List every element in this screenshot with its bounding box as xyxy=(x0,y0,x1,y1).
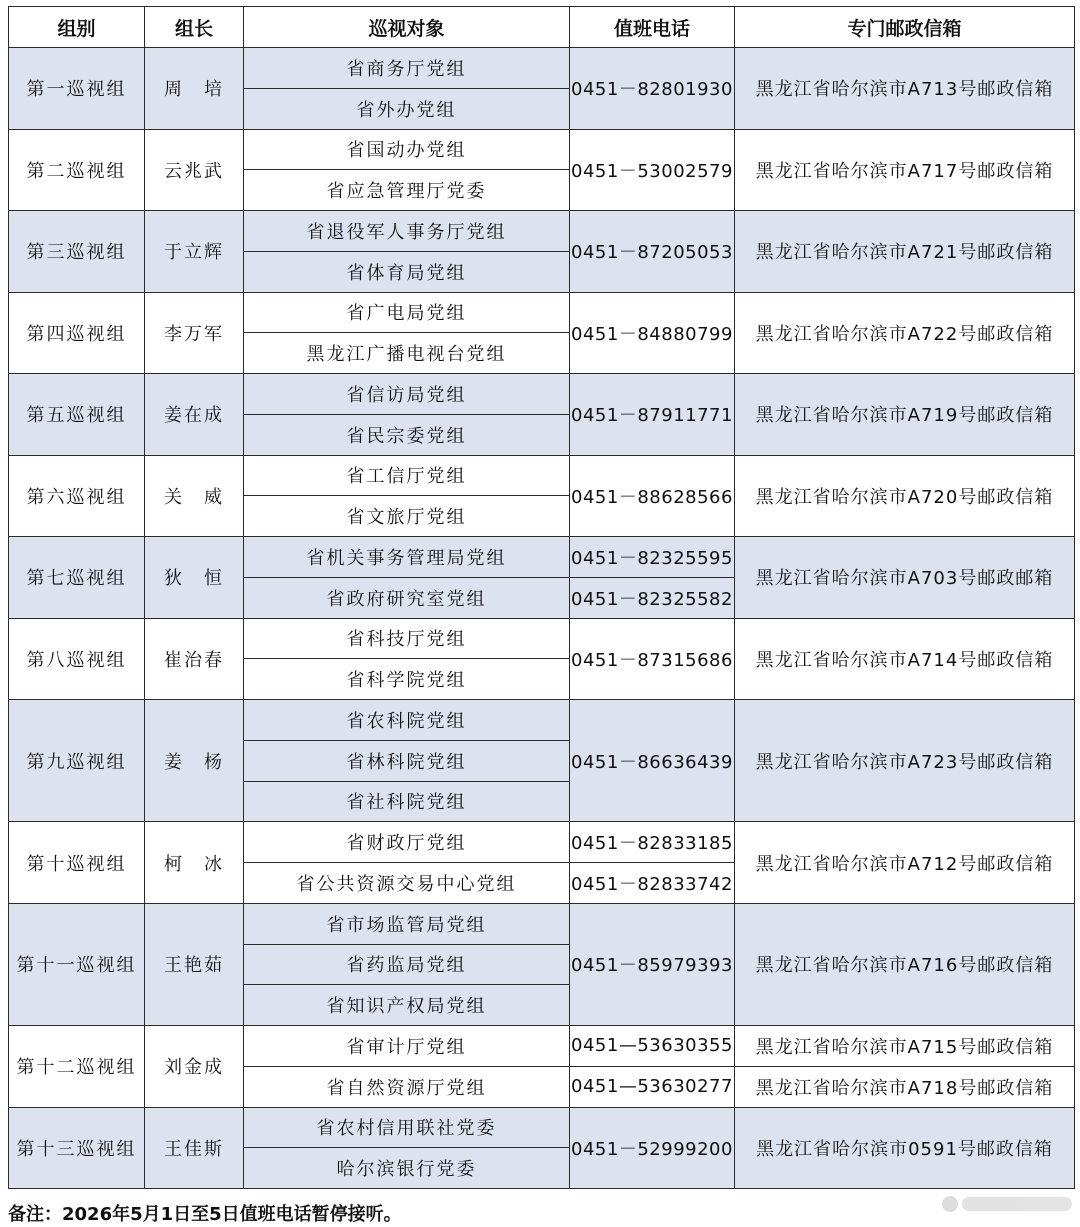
leader-cell: 周 培 xyxy=(145,48,244,130)
mailbox-cell: 黑龙江省哈尔滨市A703号邮政邮箱 xyxy=(735,537,1075,619)
watermark-bar xyxy=(962,1197,1072,1211)
leader-cell: 李万军 xyxy=(145,292,244,374)
target-cell: 省外办党组 xyxy=(244,88,570,129)
phone-cell: 0451－85979393 xyxy=(570,903,735,1025)
target-cell: 省市场监管局党组 xyxy=(244,903,570,944)
phone-cell: 0451－87315686 xyxy=(570,618,735,700)
mailbox-cell: 黑龙江省哈尔滨市A723号邮政信箱 xyxy=(735,700,1075,822)
phone-cell: 0451－82325595 xyxy=(570,537,735,578)
phone-cell: 0451－87911771 xyxy=(570,374,735,456)
phone-cell: 0451－82833185 xyxy=(570,822,735,863)
group-name-cell: 第十三巡视组 xyxy=(9,1107,145,1189)
group-name-cell: 第四巡视组 xyxy=(9,292,145,374)
table-row xyxy=(9,1107,1075,1148)
phone-cell: 0451－84880799 xyxy=(570,292,735,374)
target-cell: 省商务厅党组 xyxy=(244,48,570,89)
target-cell: 省财政厅党组 xyxy=(244,822,570,863)
table-body xyxy=(9,48,1075,1189)
mailbox-cell: 黑龙江省哈尔滨市A714号邮政信箱 xyxy=(735,618,1075,700)
target-cell: 省广电局党组 xyxy=(244,292,570,333)
table-row xyxy=(9,48,1075,89)
target-cell: 省应急管理厅党委 xyxy=(244,170,570,211)
leader-cell: 云兆武 xyxy=(145,129,244,211)
mailbox-cell: 黑龙江省哈尔滨市A718号邮政信箱 xyxy=(735,1066,1075,1107)
target-cell: 省知识产权局党组 xyxy=(244,985,570,1026)
leader-cell: 关 威 xyxy=(145,455,244,537)
target-cell: 省信访局党组 xyxy=(244,374,570,415)
mailbox-cell: 黑龙江省哈尔滨市0591号邮政信箱 xyxy=(735,1107,1075,1189)
header-group: 组别 xyxy=(9,7,145,48)
leader-cell: 狄 恒 xyxy=(145,537,244,619)
target-cell: 省科技厅党组 xyxy=(244,618,570,659)
table-row xyxy=(9,618,1075,659)
group-name-cell: 第九巡视组 xyxy=(9,700,145,822)
inspection-table xyxy=(8,6,1075,1189)
target-cell: 省体育局党组 xyxy=(244,251,570,292)
watermark xyxy=(942,1196,1072,1212)
target-cell: 省公共资源交易中心党组 xyxy=(244,863,570,904)
table-row xyxy=(9,822,1075,863)
leader-cell: 王艳茹 xyxy=(145,903,244,1025)
table-row xyxy=(9,700,1075,741)
table-row xyxy=(9,211,1075,252)
phone-cell: 0451－53002579 xyxy=(570,129,735,211)
mailbox-cell: 黑龙江省哈尔滨市A720号邮政信箱 xyxy=(735,455,1075,537)
target-cell: 省文旅厅党组 xyxy=(244,496,570,537)
phone-cell: 0451－86636439 xyxy=(570,700,735,822)
target-cell: 省退役军人事务厅党组 xyxy=(244,211,570,252)
target-cell: 省机关事务管理局党组 xyxy=(244,537,570,578)
table-row xyxy=(9,903,1075,944)
header-mailbox: 专门邮政信箱 xyxy=(735,7,1075,48)
group-name-cell: 第六巡视组 xyxy=(9,455,145,537)
mailbox-cell: 黑龙江省哈尔滨市A715号邮政信箱 xyxy=(735,1026,1075,1067)
table-row xyxy=(9,537,1075,578)
group-name-cell: 第二巡视组 xyxy=(9,129,145,211)
mailbox-cell: 黑龙江省哈尔滨市A716号邮政信箱 xyxy=(735,903,1075,1025)
target-cell: 省药监局党组 xyxy=(244,944,570,985)
target-cell: 黑龙江广播电视台党组 xyxy=(244,333,570,374)
phone-cell: 0451－82801930 xyxy=(570,48,735,130)
group-name-cell: 第十二巡视组 xyxy=(9,1026,145,1108)
footnote: 备注：2026年5月1日至5日值班电话暂停接听。 xyxy=(8,1204,402,1225)
mailbox-cell: 黑龙江省哈尔滨市A712号邮政信箱 xyxy=(735,822,1075,904)
leader-cell: 姜 杨 xyxy=(145,700,244,822)
target-cell: 省科学院党组 xyxy=(244,659,570,700)
group-name-cell: 第一巡视组 xyxy=(9,48,145,130)
target-cell: 省民宗委党组 xyxy=(244,414,570,455)
target-cell: 省国动办党组 xyxy=(244,129,570,170)
target-cell: 省审计厅党组 xyxy=(244,1026,570,1067)
leader-cell: 刘金成 xyxy=(145,1026,244,1108)
target-cell: 哈尔滨银行党委 xyxy=(244,1148,570,1189)
header-phone: 值班电话 xyxy=(570,7,735,48)
mailbox-cell: 黑龙江省哈尔滨市A719号邮政信箱 xyxy=(735,374,1075,456)
phone-cell: 0451—53630355 xyxy=(570,1026,735,1067)
target-cell: 省自然资源厅党组 xyxy=(244,1066,570,1107)
watermark-icon xyxy=(942,1196,958,1212)
target-cell: 省政府研究室党组 xyxy=(244,577,570,618)
table-header xyxy=(9,7,1075,48)
phone-cell: 0451－52999200 xyxy=(570,1107,735,1189)
group-name-cell: 第五巡视组 xyxy=(9,374,145,456)
leader-cell: 柯 冰 xyxy=(145,822,244,904)
leader-cell: 王佳斯 xyxy=(145,1107,244,1189)
header-row xyxy=(9,7,1075,48)
mailbox-cell: 黑龙江省哈尔滨市A713号邮政信箱 xyxy=(735,48,1075,130)
leader-cell: 于立辉 xyxy=(145,211,244,293)
leader-cell: 姜在成 xyxy=(145,374,244,456)
header-leader: 组长 xyxy=(145,7,244,48)
phone-cell: 0451－82833742 xyxy=(570,863,735,904)
table-row xyxy=(9,374,1075,415)
leader-cell: 崔治春 xyxy=(145,618,244,700)
phone-cell: 0451－87205053 xyxy=(570,211,735,293)
phone-cell: 0451—53630277 xyxy=(570,1066,735,1107)
mailbox-cell: 黑龙江省哈尔滨市A722号邮政信箱 xyxy=(735,292,1075,374)
target-cell: 省工信厅党组 xyxy=(244,455,570,496)
phone-cell: 0451－88628566 xyxy=(570,455,735,537)
group-name-cell: 第十一巡视组 xyxy=(9,903,145,1025)
target-cell: 省社科院党组 xyxy=(244,781,570,822)
mailbox-cell: 黑龙江省哈尔滨市A721号邮政信箱 xyxy=(735,211,1075,293)
group-name-cell: 第七巡视组 xyxy=(9,537,145,619)
table-row xyxy=(9,129,1075,170)
table-row xyxy=(9,292,1075,333)
target-cell: 省农村信用联社党委 xyxy=(244,1107,570,1148)
group-name-cell: 第十巡视组 xyxy=(9,822,145,904)
target-cell: 省农科院党组 xyxy=(244,700,570,741)
group-name-cell: 第八巡视组 xyxy=(9,618,145,700)
phone-cell: 0451－82325582 xyxy=(570,577,735,618)
mailbox-cell: 黑龙江省哈尔滨市A717号邮政信箱 xyxy=(735,129,1075,211)
table-row xyxy=(9,1026,1075,1067)
table-row xyxy=(9,455,1075,496)
group-name-cell: 第三巡视组 xyxy=(9,211,145,293)
header-target: 巡视对象 xyxy=(244,7,570,48)
target-cell: 省林科院党组 xyxy=(244,740,570,781)
